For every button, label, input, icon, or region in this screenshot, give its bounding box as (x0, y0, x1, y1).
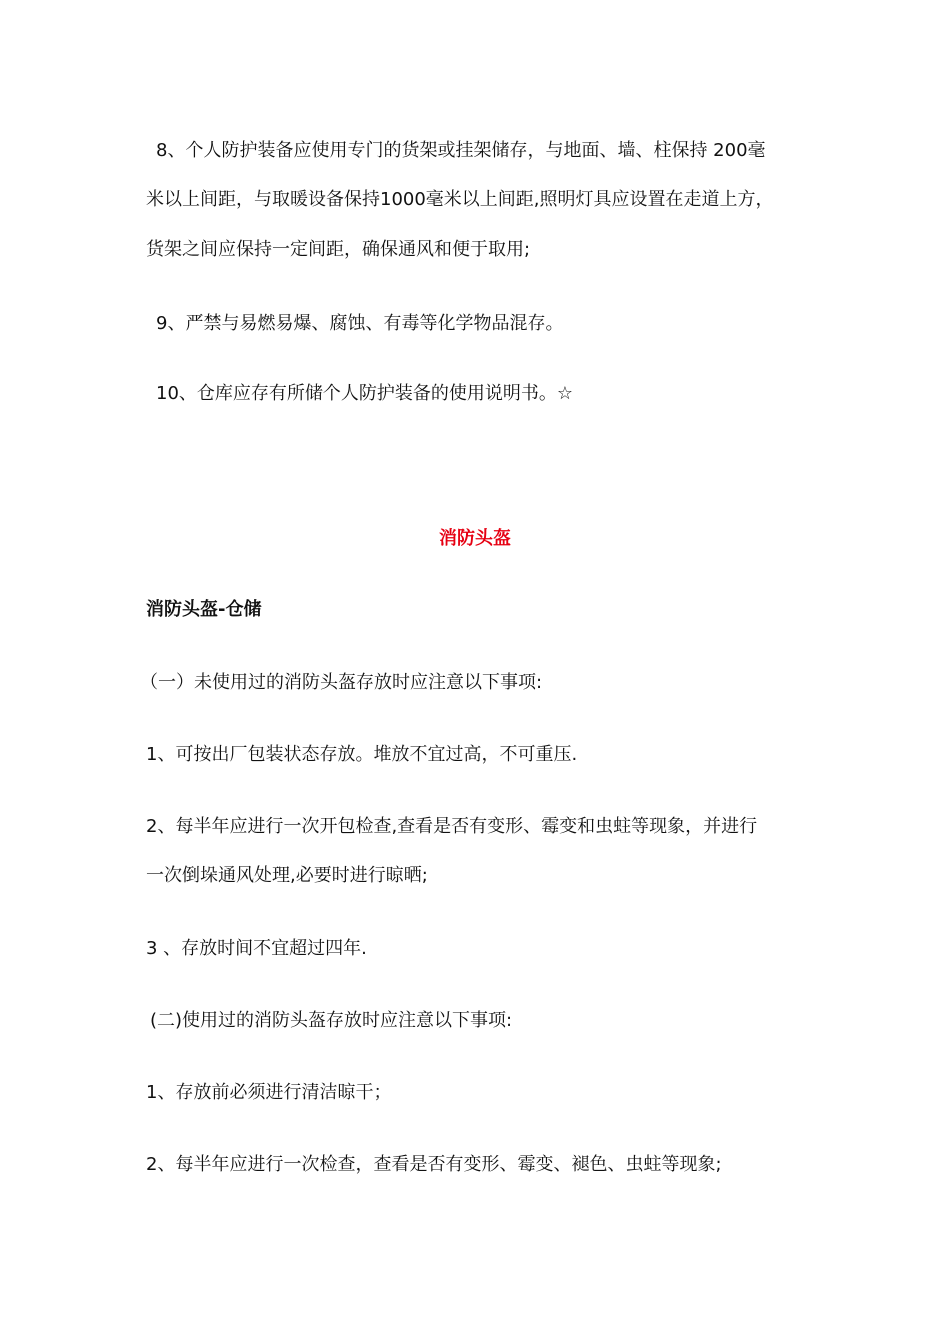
item-8-line-1: 8、个人防护装备应使用专门的货架或挂架储存，与地面、墙、柱保持 200毫 (156, 140, 766, 161)
item-8-line-2: 米以上间距，与取暖设备保持1000毫米以上间距,照明灯具应设置在走道上方， (146, 189, 774, 210)
part-2-heading: (二)使用过的消防头盔存放时应注意以下事项: (150, 1010, 513, 1031)
part-1-item-1: 1、可按出厂包装状态存放。堆放不宜过高，不可重压. (146, 744, 578, 765)
item-9: 9、严禁与易燃易爆、腐蚀、有毒等化学物品混存。 (156, 313, 564, 334)
part-1-heading: （一）未使用过的消防头盔存放时应注意以下事项: (140, 672, 543, 693)
item-8-line-3: 货架之间应保持一定间距，确保通风和便于取用; (146, 239, 531, 260)
part-1-item-2-line-2: 一次倒垛通风处理,必要时进行晾晒; (146, 865, 428, 886)
item-10: 10、仓库应存有所储个人防护装备的使用说明书。☆ (156, 383, 574, 404)
section-subtitle: 消防头盔-仓储 (146, 599, 262, 620)
part-1-item-2-line-1: 2、每半年应进行一次开包检查,查看是否有变形、霉变和虫蛀等现象，并进行 (146, 816, 758, 837)
section-title: 消防头盔 (439, 528, 511, 549)
part-2-item-2: 2、每半年应进行一次检查，查看是否有变形、霉变、褪色、虫蛀等现象; (146, 1154, 722, 1175)
part-2-item-1: 1、存放前必须进行清洁晾干； (146, 1082, 392, 1103)
part-1-item-3: 3 、存放时间不宜超过四年. (146, 938, 367, 959)
